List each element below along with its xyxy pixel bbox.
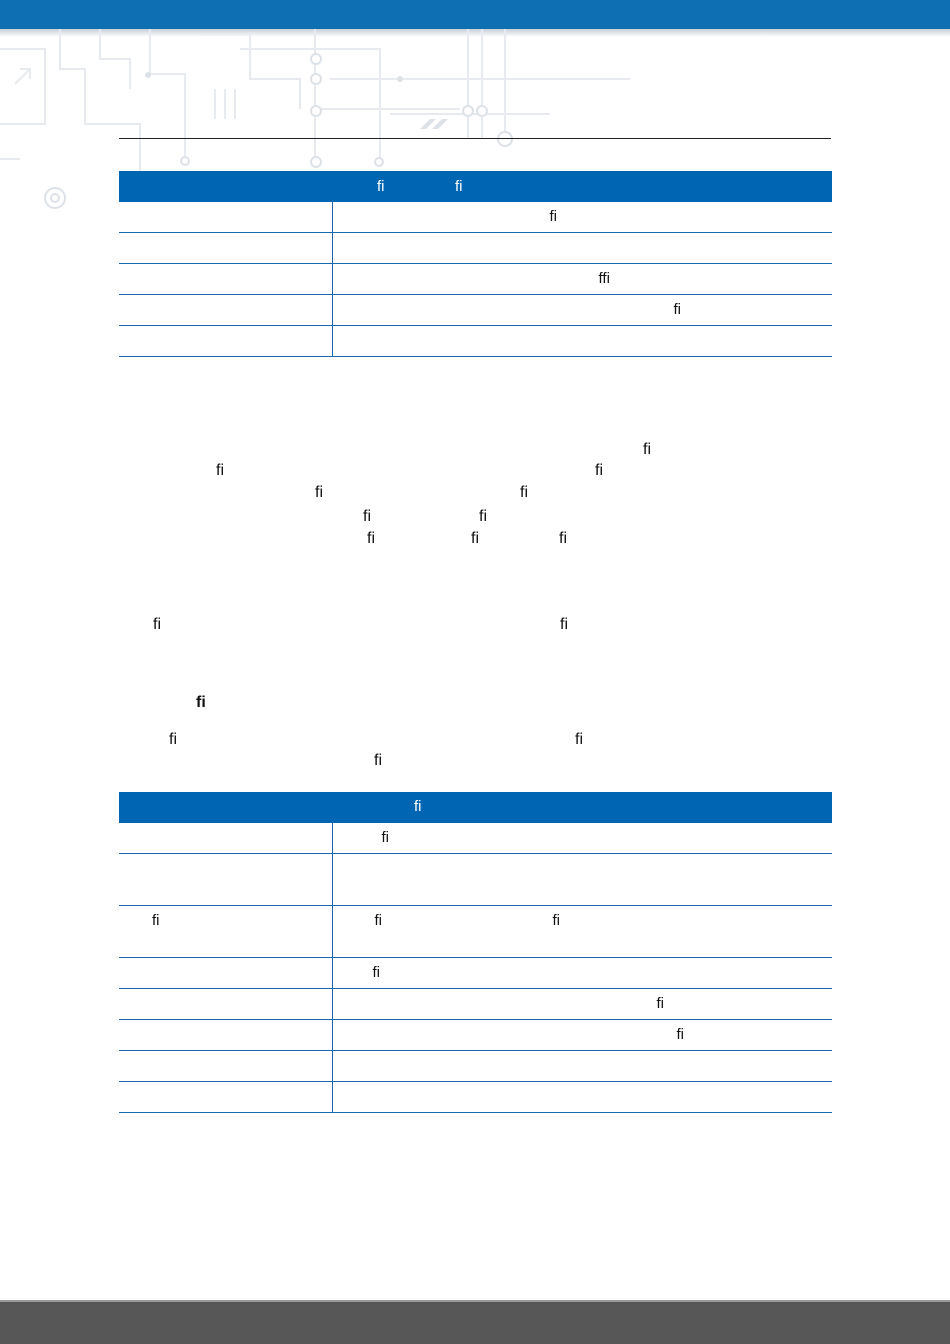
table-row xyxy=(119,906,832,958)
table-cell xyxy=(332,906,832,958)
paragraph-text: fi xyxy=(363,508,371,525)
table-cell xyxy=(119,295,332,326)
table-cell xyxy=(332,1020,832,1051)
header-text: fi xyxy=(377,178,385,195)
table-cell xyxy=(332,264,832,295)
table-cell xyxy=(332,854,832,906)
table-cell xyxy=(332,326,832,357)
table-header-row xyxy=(119,792,832,823)
table-cell xyxy=(119,264,332,295)
cell-text: fi xyxy=(656,995,664,1012)
table-cell xyxy=(332,823,832,854)
table-row xyxy=(119,295,832,326)
table-row xyxy=(119,1020,832,1051)
table-cell xyxy=(119,1020,332,1051)
cell-text: fi xyxy=(381,829,389,846)
table-cell xyxy=(119,906,332,958)
table-cell xyxy=(332,1082,832,1113)
paragraph-text: fi xyxy=(315,484,323,501)
cell-text: fi xyxy=(374,912,382,929)
paragraph-text: fi xyxy=(374,752,382,769)
table-cell xyxy=(119,233,332,264)
table-header-cell xyxy=(119,792,332,823)
table-cell xyxy=(332,295,832,326)
paragraph-text: fi xyxy=(367,530,375,547)
table-cell xyxy=(332,233,832,264)
cell-text: fi xyxy=(549,208,557,225)
paragraph-text: fi xyxy=(471,530,479,547)
table-cell xyxy=(332,202,832,233)
table-cell xyxy=(119,989,332,1020)
table-cell xyxy=(119,202,332,233)
paragraph-text: fi xyxy=(560,616,568,633)
table-row xyxy=(119,233,832,264)
paragraph-text: fi xyxy=(479,508,487,525)
table-cell xyxy=(119,823,332,854)
table-cell xyxy=(332,958,832,989)
cell-text: ffi xyxy=(598,270,610,287)
paragraph-text: fi xyxy=(520,484,528,501)
table-cell xyxy=(119,854,332,906)
header-bar xyxy=(0,0,950,29)
table-row xyxy=(119,823,832,854)
table-row xyxy=(119,1082,832,1113)
table-header-row xyxy=(119,171,832,202)
spec-table-1 xyxy=(119,171,832,357)
table-row xyxy=(119,264,832,295)
spec-table-2 xyxy=(119,792,832,1113)
table-row xyxy=(119,989,832,1020)
table-header-cell xyxy=(332,792,832,823)
paragraph-text: fi xyxy=(575,731,583,748)
table-row xyxy=(119,202,832,233)
table-cell xyxy=(119,1051,332,1082)
footer-bar xyxy=(0,1302,950,1344)
table-cell xyxy=(119,326,332,357)
table-row xyxy=(119,326,832,357)
cell-text: fi xyxy=(673,301,681,318)
top-rule xyxy=(119,138,831,139)
header-text: fi xyxy=(414,798,422,815)
table-cell xyxy=(332,1051,832,1082)
paragraph-text: fi xyxy=(559,530,567,547)
table-cell xyxy=(119,958,332,989)
table-cell xyxy=(119,1082,332,1113)
cell-text: fi xyxy=(676,1026,684,1043)
table-cell xyxy=(332,989,832,1020)
table-row xyxy=(119,958,832,989)
section-heading: fi xyxy=(196,694,206,711)
table-header-cell xyxy=(119,171,332,202)
header-text: fi xyxy=(455,178,463,195)
paragraph-text: fi xyxy=(169,731,177,748)
paragraph-text: fi xyxy=(643,441,651,458)
cell-text: fi xyxy=(372,964,380,981)
table-header-cell xyxy=(332,171,832,202)
cell-text: fi xyxy=(152,912,160,929)
table-row xyxy=(119,1051,832,1082)
cell-text: fi xyxy=(552,912,560,929)
paragraph-text: fi xyxy=(153,616,161,633)
paragraph-text: fi xyxy=(216,462,224,479)
paragraph-text: fi xyxy=(595,462,603,479)
table-row xyxy=(119,854,832,906)
